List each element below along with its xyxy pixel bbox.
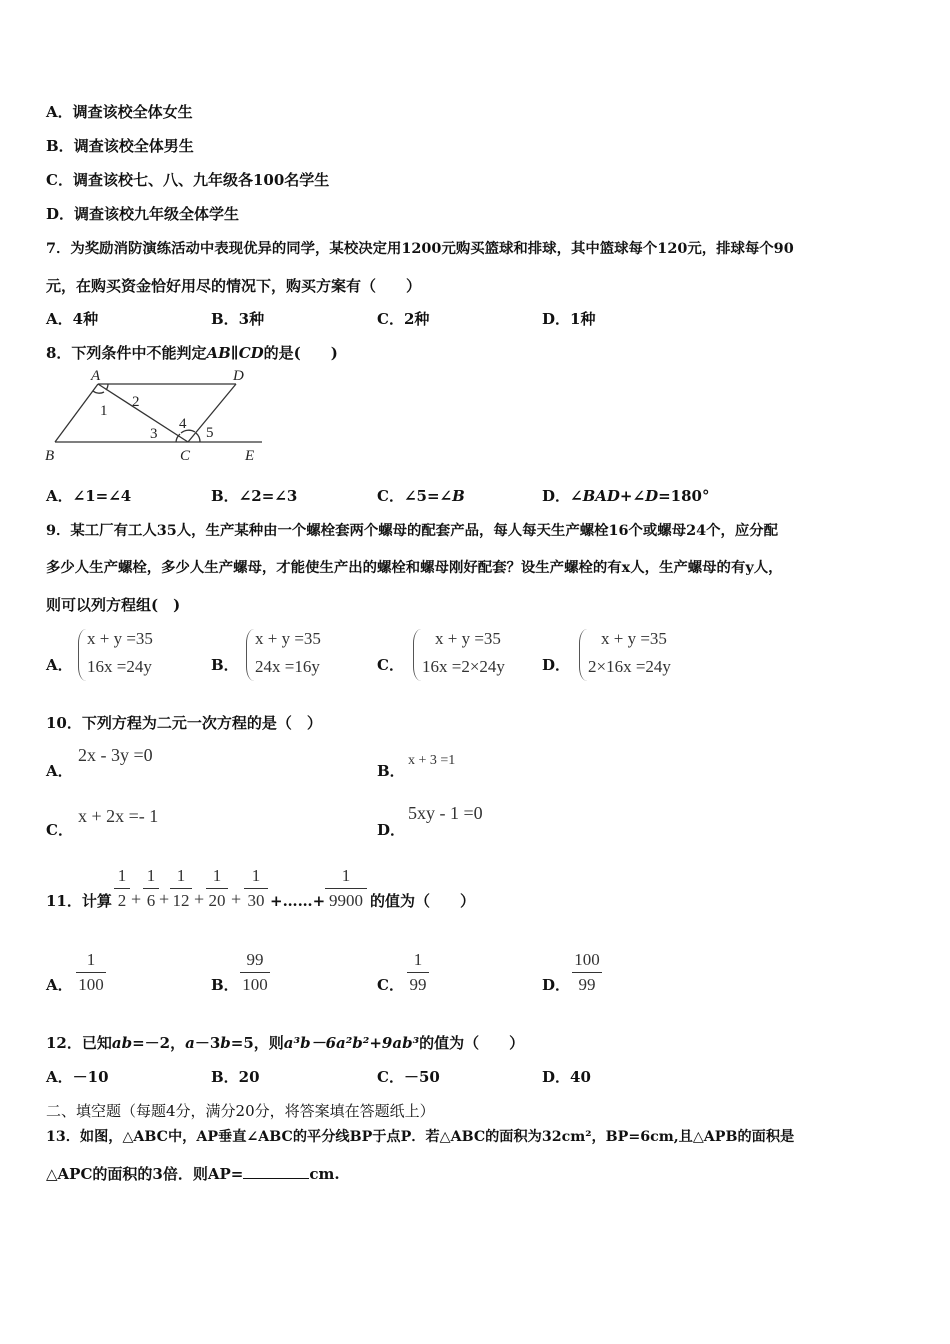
brace xyxy=(78,629,87,681)
q11-option-c-fraction: 1 99 xyxy=(407,950,429,995)
q11-option-d-fraction: 100 99 xyxy=(572,950,602,995)
angle-label-1: 1 xyxy=(100,403,108,419)
section-2-heading: 二、填空题（每题4分，满分20分，将答案填在答题纸上） xyxy=(46,1102,435,1120)
label-c: C xyxy=(180,448,191,464)
equation-row-2: 24x =16y xyxy=(255,657,320,676)
equation-row-2: 2×16x =24y xyxy=(588,657,671,676)
angle-arc-c3 xyxy=(196,433,200,442)
q6-option-c: C．调查该校七、八、九年级各100名学生 xyxy=(46,171,330,189)
q9-option-a-letter: A． xyxy=(46,656,73,674)
q9-option-b-letter: B． xyxy=(211,656,239,674)
q9-option-c-system xyxy=(413,629,538,683)
q11-option-c-letter: C． xyxy=(377,976,404,994)
q11-op-2: + xyxy=(159,889,170,909)
equation-row-1: x + y =35 xyxy=(255,629,321,648)
q11-op-4: + xyxy=(231,889,242,909)
q7-stem-line1: 7．为奖励消防演练活动中表现优异的同学，某校决定用1200元购买篮球和排球，其中篮球每个120元，排球每个90 xyxy=(46,240,794,257)
q8-option-c: C．∠5=∠B xyxy=(377,487,465,505)
q6-option-a: A．调查该校全体女生 xyxy=(46,103,193,121)
equation-row-1: x + y =35 xyxy=(435,629,501,648)
q11-option-b-letter: B． xyxy=(211,976,239,994)
label-e: E xyxy=(245,448,255,464)
q11-fraction-6: 1 9900 xyxy=(325,866,367,911)
q8-figure xyxy=(40,368,270,466)
q11-option-b-fraction: 99 100 xyxy=(240,950,270,995)
q11-fraction-5: 1 30 xyxy=(244,866,268,911)
angle-label-2: 2 xyxy=(132,394,140,410)
q10-option-a-equation: 2x - 3y =0 xyxy=(78,745,153,765)
q12-expression: a³b－6a²b²+9ab³ xyxy=(283,1034,420,1052)
q8-stem: 8．下列条件中不能判定AB∥CD的是( ) xyxy=(46,344,338,362)
q11-option-d-letter: D． xyxy=(542,976,571,994)
label-b: B xyxy=(45,448,55,464)
q13-stem-line2: △APC的面积的3倍．则AP= cm. xyxy=(46,1165,340,1183)
answer-blank[interactable] xyxy=(243,1164,309,1179)
label-d: D xyxy=(233,368,244,384)
q8-option-a: A．∠1=∠4 xyxy=(46,487,132,505)
q11-prefix: 11．计算 xyxy=(46,892,112,910)
equation-row-2: 16x =2×24y xyxy=(422,657,505,676)
q9-option-d-system xyxy=(579,629,704,683)
q7-option-c: C．2种 xyxy=(377,310,430,328)
brace xyxy=(246,629,255,681)
q12-option-d: D．40 xyxy=(542,1068,591,1086)
q10-option-d-equation: 5xy - 1 =0 xyxy=(408,803,483,823)
q8-option-b: B．∠2=∠3 xyxy=(211,487,298,505)
q9-stem-line1: 9．某工厂有工人35人，生产某种由一个螺栓套两个螺母的配套产品，每人每天生产螺栓16个或螺母24个，应分配 xyxy=(46,522,779,539)
q11-fraction-2: 1 6 xyxy=(143,866,159,911)
label-a: A xyxy=(91,368,101,384)
q8-option-d: D．∠BAD+∠D=180° xyxy=(542,487,710,505)
q9-option-c-letter: C． xyxy=(377,656,404,674)
q11-op-5: +……+ xyxy=(270,892,326,910)
q10-option-c-letter: C． xyxy=(46,821,73,839)
q10-option-c-equation: x + 2x =- 1 xyxy=(78,806,159,826)
angle-label-5: 5 xyxy=(206,425,214,441)
q12-option-a: A．－10 xyxy=(46,1068,109,1086)
angle-arc-a2 xyxy=(93,391,104,393)
q10-option-a-letter: A． xyxy=(46,762,73,780)
q9-option-d-letter: D． xyxy=(542,656,571,674)
q9-option-b-system xyxy=(246,629,356,683)
q11-op-1: + xyxy=(131,889,142,909)
q9-option-a-system xyxy=(78,629,188,683)
q9-stem-line2: 多少人生产螺栓，多少人生产螺母，才能使生产出的螺栓和螺母刚好配套？设生产螺栓的有x人，生产螺母的有y人， xyxy=(46,559,783,576)
q11-suffix: 的值为（ ） xyxy=(370,892,476,910)
equation-row-1: x + y =35 xyxy=(87,629,153,648)
q7-option-d: D．1种 xyxy=(542,310,596,328)
q10-option-d-letter: D． xyxy=(377,821,406,839)
q11-option-a-fraction: 1 100 xyxy=(76,950,106,995)
q12-option-c: C．－50 xyxy=(377,1068,440,1086)
q13-stem-line1: 13．如图，△ABC中，AP垂直∠ABC的平分线BP于点P．若△ABC的面积为32cm²，BP=6cm,且△APB的面积是 xyxy=(46,1129,795,1145)
q7-option-a: A．4种 xyxy=(46,310,99,328)
q7-stem-line2: 元，在购买资金恰好用尽的情况下，购买方案有（ ） xyxy=(46,277,422,295)
q9-stem-line3: 则可以列方程组( ) xyxy=(46,596,181,614)
q7-option-b: B．3种 xyxy=(211,310,265,328)
q6-option-d: D．调查该校九年级全体学生 xyxy=(46,205,240,223)
q11-fraction-4: 1 20 xyxy=(206,866,228,911)
q6-option-b: B．调查该校全体男生 xyxy=(46,137,194,155)
line-ac xyxy=(98,384,188,442)
line-ab xyxy=(55,384,98,442)
equation-row-2: 16x =24y xyxy=(87,657,152,676)
angle-arc-a xyxy=(106,384,108,390)
q11-option-a-letter: A． xyxy=(46,976,73,994)
angle-label-3: 3 xyxy=(150,426,158,442)
equation-row-1: x + y =35 xyxy=(601,629,667,648)
q11-op-3: + xyxy=(194,889,205,909)
q11-fraction-3: 1 12 xyxy=(170,866,192,911)
q12-stem: 12．已知ab=－2，a－3b=5，则a³b－6a²b²+9ab³的值为（ ） xyxy=(46,1034,525,1052)
q10-option-b-letter: B． xyxy=(377,762,405,780)
q10-option-b-equation: x + 3 =1 xyxy=(408,753,456,768)
q10-stem: 10．下列方程为二元一次方程的是（ ） xyxy=(46,714,322,732)
brace xyxy=(413,629,422,681)
angle-label-4: 4 xyxy=(179,416,187,432)
q12-option-b: B．20 xyxy=(211,1068,260,1086)
brace xyxy=(579,629,588,681)
q11-fraction-1: 1 2 xyxy=(114,866,130,911)
